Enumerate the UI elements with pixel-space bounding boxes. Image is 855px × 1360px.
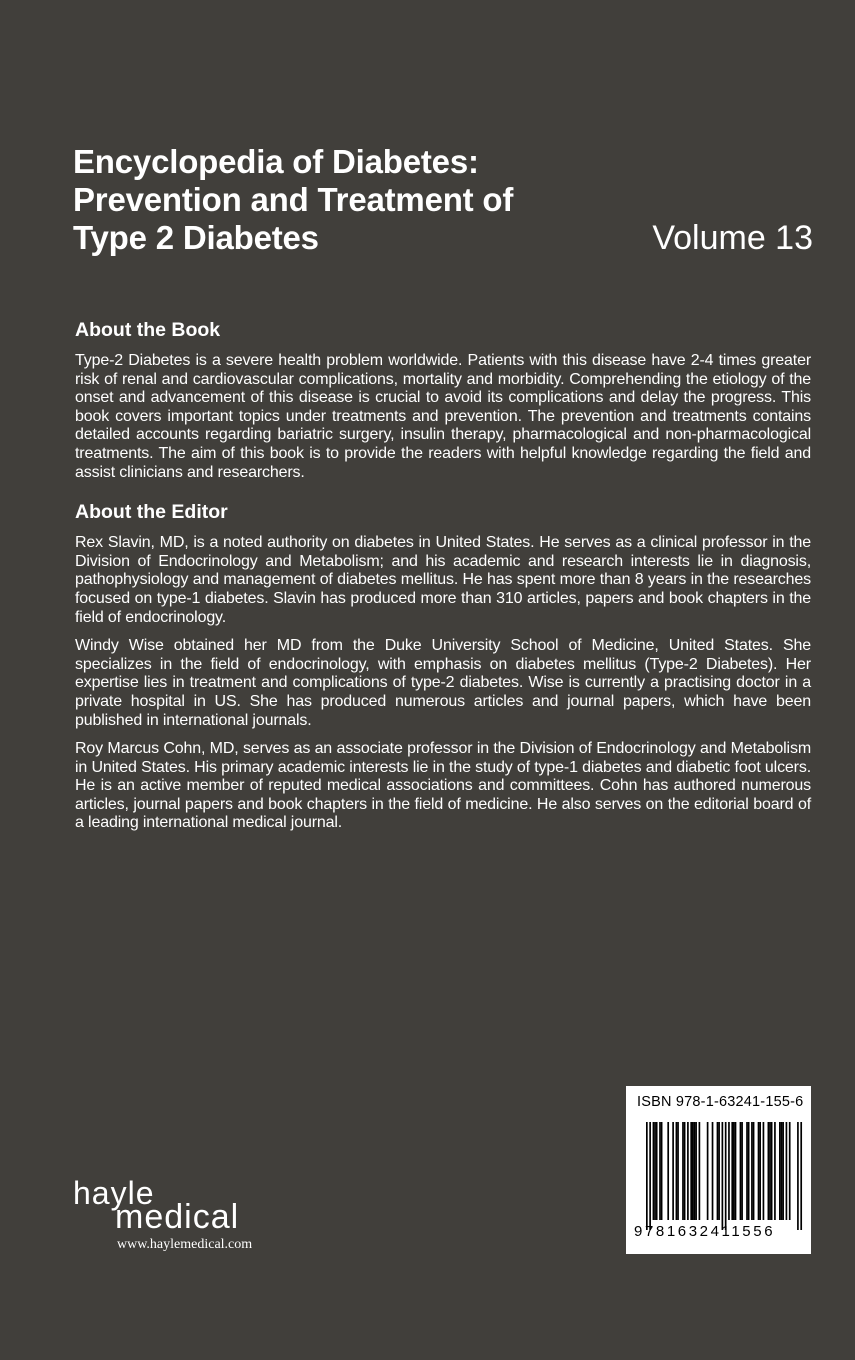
title-line-1: Encyclopedia of Diabetes: xyxy=(73,143,479,180)
barcode-bar xyxy=(661,1122,663,1220)
barcode-guard-bar xyxy=(649,1122,651,1230)
barcode-bar xyxy=(763,1122,765,1220)
barcode-bar xyxy=(759,1122,761,1220)
barcode-bar xyxy=(667,1122,669,1220)
editor-bio-2: Windy Wise obtained her MD from the Duke University School of Medicine, United States. She specializes in the field of endocrinology, with emphasis on diabetes mellitus (Type-2 Diabetes). Her expertise lies in treatment and complications of type-2 diabetes. Wise is currently a practising doctor in a private hospital in US. She has produced numerous articles and journal papers, which have been published in international journals. xyxy=(75,637,811,729)
barcode-bar xyxy=(692,1122,694,1220)
barcode-guard-bar xyxy=(797,1122,799,1230)
title-line-3: Type 2 Diabetes xyxy=(73,219,319,256)
barcode-bar xyxy=(699,1122,701,1220)
barcode-bar xyxy=(779,1122,781,1220)
logo-word-hayle: hayle xyxy=(73,1175,155,1211)
barcode-bar xyxy=(654,1122,656,1220)
barcode-bar xyxy=(771,1122,773,1220)
barcode-bar xyxy=(712,1122,714,1220)
barcode-bar xyxy=(687,1122,689,1220)
barcode-guard-bar xyxy=(646,1122,648,1230)
barcode-bar xyxy=(735,1122,737,1220)
barcode-bar xyxy=(769,1122,771,1220)
barcode-bar xyxy=(672,1122,674,1220)
barcode-graphic xyxy=(632,1122,806,1238)
title-line-2: Prevention and Treatment of xyxy=(73,181,514,218)
barcode-bar xyxy=(748,1122,750,1220)
barcode-bar xyxy=(741,1122,743,1220)
barcode-bar xyxy=(718,1122,720,1220)
barcode-bar xyxy=(758,1122,760,1220)
about-book-heading: About the Book xyxy=(75,319,221,341)
barcode-bar xyxy=(653,1122,655,1220)
barcode-bar xyxy=(695,1122,697,1220)
barcode-bar xyxy=(676,1122,678,1220)
barcode-bar xyxy=(717,1122,719,1220)
editor-bio-1: Rex Slavin, MD, is a noted authority on diabetes in United States. He serves as a clinical professor in the Division of Endocrinology and Metabolism; and his academic and research interests lie in diagnosis, pathophysiology and management of diabetes mellitus. He has spent more than 8 years in the researches focused on type-1 diabetes. Slavin has produced more than 310 articles, papers and book chapters in the field of endocrinology. xyxy=(75,534,811,626)
barcode-bar xyxy=(753,1122,755,1220)
barcode-guard-bar xyxy=(725,1122,727,1230)
barcode-bar xyxy=(774,1122,776,1220)
publisher-logo xyxy=(73,1175,293,1258)
barcode-bar xyxy=(786,1122,788,1220)
barcode-bar xyxy=(746,1122,748,1220)
barcode-bar xyxy=(782,1122,784,1220)
barcode-bar xyxy=(740,1122,742,1220)
barcode-bar xyxy=(694,1122,696,1220)
barcode-bar xyxy=(751,1122,753,1220)
barcode-bar xyxy=(781,1122,783,1220)
about-book-text: Type-2 Diabetes is a severe health problem worldwide. Patients with this disease have 2-4 times greater risk of renal and cardiovascular complications, mortality and morbidity. Comprehending the etiology of the onset and advancement of this disease is crucial to avoid its complications and delay the progress. This book covers important topics under treatments and prevention. The prevention and treatments contains detailed accounts regarding bariatric surgery, insulin therapy, pharmacological and non-pharmacological treatments. The aim of this book is to provide the readers with helpful knowledge regarding the field and assist clinicians and researchers. xyxy=(75,352,811,481)
barcode-guard-bar xyxy=(800,1122,802,1230)
barcode-bar xyxy=(682,1122,684,1220)
barcode-bar xyxy=(690,1122,692,1220)
barcode-bar xyxy=(656,1122,658,1220)
barcode-bar xyxy=(659,1122,661,1220)
barcode-bar xyxy=(733,1122,735,1220)
barcode-bar xyxy=(707,1122,709,1220)
barcode-bar xyxy=(677,1122,679,1220)
barcode-bar xyxy=(684,1122,686,1220)
about-editor-heading: About the Editor xyxy=(75,501,228,524)
logo-word-medical: medical xyxy=(115,1198,240,1236)
barcode-digits: 9781632411556 xyxy=(634,1223,776,1240)
barcode-guard-bar xyxy=(722,1122,724,1230)
publisher-url: www.haylemedical.com xyxy=(117,1237,253,1252)
volume-label: Volume 13 xyxy=(652,219,813,257)
isbn-barcode-box xyxy=(626,1086,811,1254)
barcode-bar xyxy=(731,1122,733,1220)
title-block xyxy=(73,143,813,257)
back-cover-content xyxy=(75,318,811,833)
barcode-bar xyxy=(789,1122,791,1220)
barcode-bar xyxy=(768,1122,770,1220)
isbn-label: ISBN 978-1-63241-155-6 xyxy=(637,1094,804,1110)
barcode-bar xyxy=(728,1122,730,1220)
editor-bio-3: Roy Marcus Cohn, MD, serves as an associate professor in the Division of Endocrinology and Metabolism in United States. His primary academic interests lie in the study of type-1 diabetes and diabetic foot ulcers. He is an active member of reputed medical associations and committees. Cohn has authored numerous articles, journal papers and book chapters in the field of medicine. He also serves on the editorial board of a leading international medical journal. xyxy=(75,740,811,832)
